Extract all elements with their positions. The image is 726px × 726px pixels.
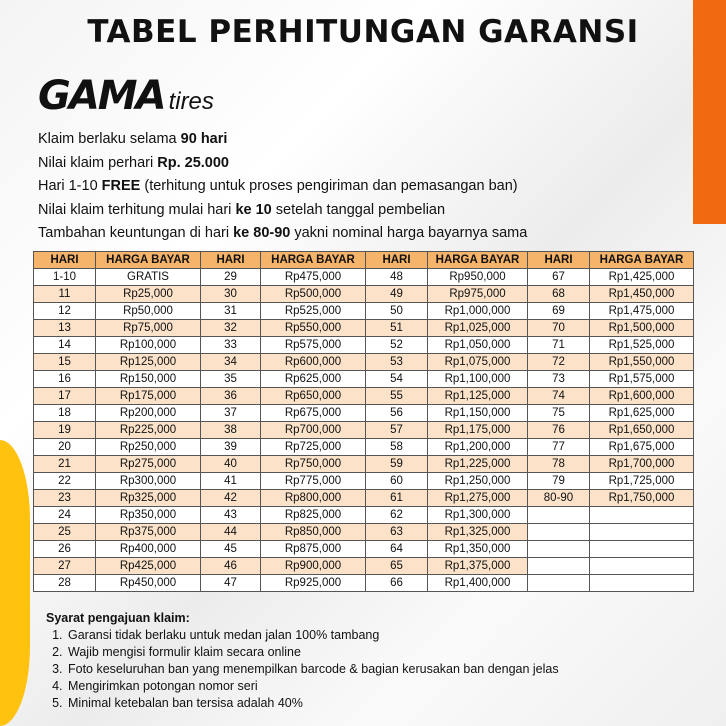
cell-hari: 71 [528,337,590,354]
info-line: Nilai klaim perhari Rp. 25.000 [38,154,230,171]
cell-hari: 11 [34,286,96,303]
header-hari: HARI [528,252,590,269]
table-row [34,490,694,507]
cell-hari: 59 [366,456,428,473]
table-row [34,507,694,524]
cell-harga-bayar: Rp1,550,000 [590,354,694,371]
cell-harga-bayar: Rp375,000 [96,524,201,541]
cell-hari: 1-10 [34,269,96,286]
requirement-item: 3. Foto keseluruhan ban yang menempilkan barcode & bagian kerusakan ban dengan jelas [66,661,559,678]
cell-harga-bayar: Rp525,000 [261,303,366,320]
cell-hari: 18 [34,405,96,422]
cell-harga-bayar: Rp1,625,000 [590,405,694,422]
cell-hari: 67 [528,269,590,286]
requirement-item: 4. Mengirimkan potongan nomor seri [66,678,559,695]
cell-hari: 34 [201,354,261,371]
header-harga-bayar: HARGA BAYAR [261,252,366,269]
cell-hari: 62 [366,507,428,524]
cell-hari: 78 [528,456,590,473]
info-line: Hari 1-10 FREE (terhitung untuk proses pengiriman dan pemasangan ban) [38,178,518,195]
cell-harga-bayar: Rp1,025,000 [428,320,528,337]
cell-hari: 13 [34,320,96,337]
cell-harga-bayar: Rp475,000 [261,269,366,286]
info-line: Nilai klaim terhitung mulai hari ke 10 setelah tanggal pembelian [38,201,446,218]
cell-harga-bayar: Rp1,275,000 [428,490,528,507]
cell-hari [528,558,590,575]
cell-hari [528,524,590,541]
cell-hari: 68 [528,286,590,303]
requirement-item: 1. Garansi tidak berlaku untuk medan jalan 100% tambang [66,627,559,644]
table-row [34,524,694,541]
cell-hari: 23 [34,490,96,507]
table-row [34,541,694,558]
header-hari: HARI [366,252,428,269]
cell-harga-bayar: Rp1,475,000 [590,303,694,320]
cell-hari: 16 [34,371,96,388]
cell-hari: 52 [366,337,428,354]
cell-hari: 38 [201,422,261,439]
cell-hari: 45 [201,541,261,558]
cell-harga-bayar: Rp550,000 [261,320,366,337]
cell-hari: 74 [528,388,590,405]
table-row [34,354,694,371]
table-row [34,286,694,303]
cell-harga-bayar [590,575,694,592]
cell-harga-bayar: Rp675,000 [261,405,366,422]
cell-hari: 36 [201,388,261,405]
cell-hari: 55 [366,388,428,405]
cell-harga-bayar: Rp650,000 [261,388,366,405]
cell-harga-bayar: Rp1,525,000 [590,337,694,354]
cell-harga-bayar: Rp400,000 [96,541,201,558]
cell-hari: 43 [201,507,261,524]
cell-hari: 48 [366,269,428,286]
cell-hari: 42 [201,490,261,507]
cell-harga-bayar: Rp1,650,000 [590,422,694,439]
cell-harga-bayar: Rp175,000 [96,388,201,405]
cell-harga-bayar: Rp275,000 [96,456,201,473]
cell-hari: 27 [34,558,96,575]
cell-harga-bayar: Rp975,000 [428,286,528,303]
cell-hari: 35 [201,371,261,388]
cell-harga-bayar: Rp1,575,000 [590,371,694,388]
cell-harga-bayar: Rp825,000 [261,507,366,524]
cell-harga-bayar: Rp1,325,000 [428,524,528,541]
cell-harga-bayar: Rp625,000 [261,371,366,388]
cell-hari: 49 [366,286,428,303]
cell-harga-bayar: GRATIS [96,269,201,286]
cell-harga-bayar: Rp150,000 [96,371,201,388]
cell-hari: 40 [201,456,261,473]
requirement-item: 2. Wajib mengisi formulir klaim secara online [66,644,559,661]
table-header-row [34,252,694,269]
cell-hari: 30 [201,286,261,303]
cell-harga-bayar: Rp1,075,000 [428,354,528,371]
cell-harga-bayar: Rp1,375,000 [428,558,528,575]
cell-harga-bayar: Rp600,000 [261,354,366,371]
cell-hari: 60 [366,473,428,490]
cell-hari: 65 [366,558,428,575]
cell-harga-bayar: Rp1,400,000 [428,575,528,592]
cell-harga-bayar: Rp325,000 [96,490,201,507]
cell-harga-bayar: Rp1,200,000 [428,439,528,456]
cell-hari: 12 [34,303,96,320]
cell-harga-bayar: Rp200,000 [96,405,201,422]
cell-hari: 51 [366,320,428,337]
cell-harga-bayar: Rp875,000 [261,541,366,558]
cell-hari: 58 [366,439,428,456]
cell-harga-bayar: Rp500,000 [261,286,366,303]
cell-hari: 17 [34,388,96,405]
cell-harga-bayar: Rp1,000,000 [428,303,528,320]
cell-harga-bayar: Rp125,000 [96,354,201,371]
cell-hari: 69 [528,303,590,320]
cell-harga-bayar: Rp1,300,000 [428,507,528,524]
cell-harga-bayar: Rp850,000 [261,524,366,541]
cell-harga-bayar: Rp25,000 [96,286,201,303]
cell-hari: 19 [34,422,96,439]
cell-hari: 75 [528,405,590,422]
cell-harga-bayar: Rp300,000 [96,473,201,490]
cell-harga-bayar: Rp1,125,000 [428,388,528,405]
cell-hari: 28 [34,575,96,592]
cell-hari: 76 [528,422,590,439]
cell-hari: 29 [201,269,261,286]
cell-harga-bayar: Rp1,175,000 [428,422,528,439]
header-hari: HARI [34,252,96,269]
table-row [34,269,694,286]
table-row [34,575,694,592]
cell-harga-bayar: Rp75,000 [96,320,201,337]
cell-hari: 14 [34,337,96,354]
cell-hari: 61 [366,490,428,507]
cell-harga-bayar: Rp1,050,000 [428,337,528,354]
cell-harga-bayar: Rp1,700,000 [590,456,694,473]
cell-hari: 70 [528,320,590,337]
page-title: TABEL PERHITUNGAN GARANSI [87,14,639,50]
cell-hari: 22 [34,473,96,490]
table-row [34,371,694,388]
cell-harga-bayar: Rp50,000 [96,303,201,320]
cell-hari: 47 [201,575,261,592]
cell-hari: 73 [528,371,590,388]
cell-harga-bayar: Rp800,000 [261,490,366,507]
cell-harga-bayar: Rp1,725,000 [590,473,694,490]
cell-harga-bayar: Rp775,000 [261,473,366,490]
cell-harga-bayar: Rp1,675,000 [590,439,694,456]
cell-hari [528,541,590,558]
logo-suffix: tires [168,88,214,115]
header-harga-bayar: HARGA BAYAR [96,252,201,269]
cell-harga-bayar: Rp575,000 [261,337,366,354]
cell-harga-bayar: Rp1,600,000 [590,388,694,405]
cell-hari: 41 [201,473,261,490]
cell-hari [528,575,590,592]
table-row [34,337,694,354]
cell-harga-bayar: Rp925,000 [261,575,366,592]
table-row [34,456,694,473]
cell-hari: 56 [366,405,428,422]
cell-harga-bayar: Rp1,250,000 [428,473,528,490]
cell-hari: 64 [366,541,428,558]
cell-hari: 63 [366,524,428,541]
yellow-accent-shape [0,440,30,726]
cell-harga-bayar: Rp1,225,000 [428,456,528,473]
cell-harga-bayar: Rp750,000 [261,456,366,473]
table-row [34,388,694,405]
cell-harga-bayar: Rp1,450,000 [590,286,694,303]
table-row [34,439,694,456]
info-line: Tambahan keuntungan di hari ke 80-90 yakni nominal harga bayarnya sama [38,225,528,242]
cell-hari: 21 [34,456,96,473]
cell-hari: 66 [366,575,428,592]
cell-hari: 31 [201,303,261,320]
cell-harga-bayar [590,507,694,524]
cell-hari: 32 [201,320,261,337]
cell-hari: 53 [366,354,428,371]
info-line: Klaim berlaku selama 90 hari [38,131,228,147]
table-row [34,422,694,439]
cell-hari: 37 [201,405,261,422]
logo-brand: GAMA [38,73,165,119]
gama-tires-logo [38,73,214,119]
claim-requirements [46,610,559,712]
cell-harga-bayar: Rp250,000 [96,439,201,456]
cell-hari: 79 [528,473,590,490]
cell-hari [528,507,590,524]
cell-hari: 77 [528,439,590,456]
header-hari: HARI [201,252,261,269]
cell-harga-bayar: Rp425,000 [96,558,201,575]
cell-hari: 26 [34,541,96,558]
cell-harga-bayar [590,524,694,541]
cell-hari: 80-90 [528,490,590,507]
cell-hari: 24 [34,507,96,524]
header-harga-bayar: HARGA BAYAR [428,252,528,269]
table-row [34,473,694,490]
table-row [34,405,694,422]
cell-harga-bayar [590,558,694,575]
cell-hari: 39 [201,439,261,456]
cell-hari: 54 [366,371,428,388]
cell-harga-bayar: Rp1,100,000 [428,371,528,388]
cell-hari: 57 [366,422,428,439]
cell-harga-bayar: Rp1,500,000 [590,320,694,337]
warranty-table [33,251,694,592]
cell-harga-bayar: Rp1,350,000 [428,541,528,558]
cell-harga-bayar: Rp100,000 [96,337,201,354]
cell-hari: 72 [528,354,590,371]
cell-harga-bayar: Rp700,000 [261,422,366,439]
cell-harga-bayar: Rp1,750,000 [590,490,694,507]
cell-hari: 15 [34,354,96,371]
header-harga-bayar: HARGA BAYAR [590,252,694,269]
requirements-heading: Syarat pengajuan klaim: [46,611,190,625]
cell-harga-bayar: Rp900,000 [261,558,366,575]
cell-hari: 33 [201,337,261,354]
cell-harga-bayar: Rp1,150,000 [428,405,528,422]
cell-hari: 25 [34,524,96,541]
table-row [34,558,694,575]
cell-harga-bayar: Rp950,000 [428,269,528,286]
cell-hari: 50 [366,303,428,320]
cell-harga-bayar: Rp225,000 [96,422,201,439]
table-row [34,320,694,337]
table-row [34,303,694,320]
cell-harga-bayar: Rp1,425,000 [590,269,694,286]
cell-hari: 46 [201,558,261,575]
requirement-item: 5. Minimal ketebalan ban tersisa adalah 40% [66,695,559,712]
cell-harga-bayar: Rp450,000 [96,575,201,592]
cell-harga-bayar: Rp725,000 [261,439,366,456]
cell-hari: 20 [34,439,96,456]
warranty-info [38,128,527,246]
cell-harga-bayar: Rp350,000 [96,507,201,524]
cell-harga-bayar [590,541,694,558]
cell-hari: 44 [201,524,261,541]
